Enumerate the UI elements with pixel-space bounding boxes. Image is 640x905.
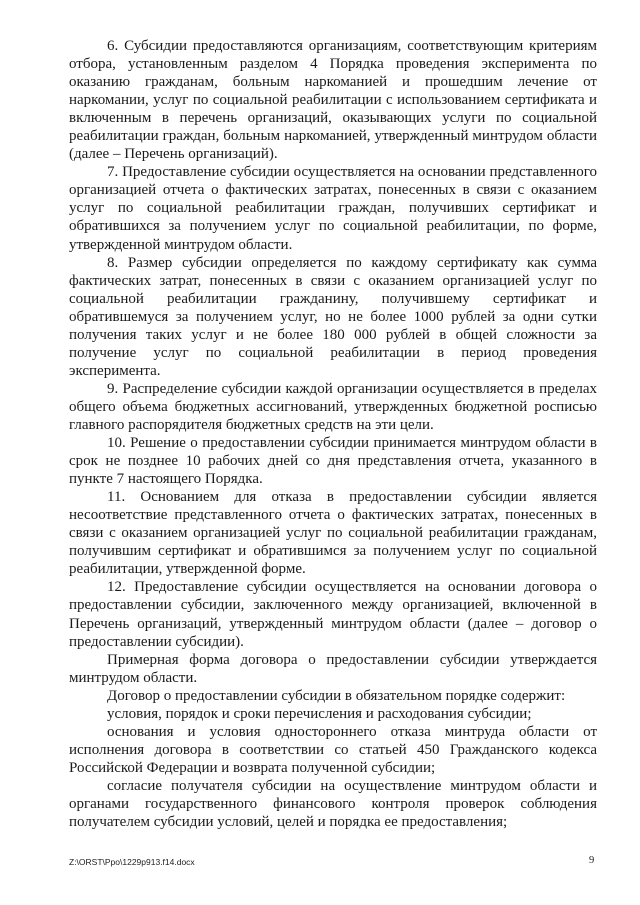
paragraph-contract-item-consent: согласие получателя субсидии на осуществление минтрудом области и органами государственного финансового контроля проверок соблюдения получателем субсидии условий, целей и порядка ее предоставления; — [69, 777, 597, 831]
paragraph-6: 6. Субсидии предоставляются организациям, соответствующим критериям отбора, установленным разделом 4 Порядка проведения эксперимента по оказанию гражданам, больным наркоманией и прошедшим лечение от наркомании, услуг по социальной реабилитации с использованием сертификата и включенным в перечень организаций, оказывающих услуги по социальной реабилитации граждан, больным наркоманией, утвержденный минтрудом области (далее – Перечень организаций). — [69, 38, 597, 163]
document-body — [69, 37, 597, 831]
paragraph-sample-form: Примерная форма договора о предоставлении субсидии утверждается минтрудом области. — [69, 651, 597, 686]
paragraph-contract-item-refusal: основания и условия одностороннего отказа минтруда области от исполнения договора в соответствии со статьей 450 Гражданского кодекса Российской Федерации и возврата полученной субсидии; — [69, 723, 597, 776]
footer-file-path: Z:\ORST\Ppo\1229p913.f14.docx — [69, 857, 195, 867]
paragraph-12: 12. Предоставление субсидии осуществляется на основании договора о предоставлении субсидии, заключенного между организацией, включенной в Перечень организаций, утвержденный минтрудом области (далее – договор о предоставлении субсидии). — [69, 579, 597, 650]
page-number: 9 — [589, 855, 595, 866]
paragraph-contract-contents: Договор о предоставлении субсидии в обязательном порядке содержит: — [107, 687, 566, 704]
paragraph-8: 8. Размер субсидии определяется по каждому сертификату как сумма фактических затрат, понесенных в связи с оказанием организацией услуг по социальной реабилитации гражданину, получившему сертификат и обратившемуся за получением услуг, но не более 1000 рублей за одни сутки получения таких услуг и не более 180 000 рублей в общей сложности за получение услуг по социальной реабилитации в период проведения эксперимента. — [69, 254, 597, 379]
paragraph-contract-item-terms: условия, порядок и сроки перечисления и расходования субсидии; — [107, 705, 532, 722]
paragraph-11: 11. Основанием для отказа в предоставлении субсидии является несоответствие представленного отчета о фактических затратах, понесенных в связи с оказанием организацией услуг по социальной реабилитации гражданам, получившим сертификат и обратившимся за получением услуг по социальной реабилитации, утвержденной форме. — [69, 489, 597, 578]
paragraph-10: 10. Решение о предоставлении субсидии принимается минтрудом области в срок не позднее 10 рабочих дней со дня представления отчета, указанного в пункте 7 настоящего Порядка. — [69, 435, 597, 488]
paragraph-9: 9. Распределение субсидии каждой организации осуществляется в пределах общего объема бюджетных ассигнований, утвержденных бюджетной росписью главного распорядителя бюджетных средств на эти цели. — [69, 380, 597, 433]
paragraph-7: 7. Предоставление субсидии осуществляется на основании представленного организацией отчета о фактических затратах, понесенных в связи с оказанием услуг по социальной реабилитации граждан, получивших сертификат и обратившихся за получением услуг по социальной реабилитации, по форме, утвержденной минтрудом области. — [69, 164, 597, 253]
